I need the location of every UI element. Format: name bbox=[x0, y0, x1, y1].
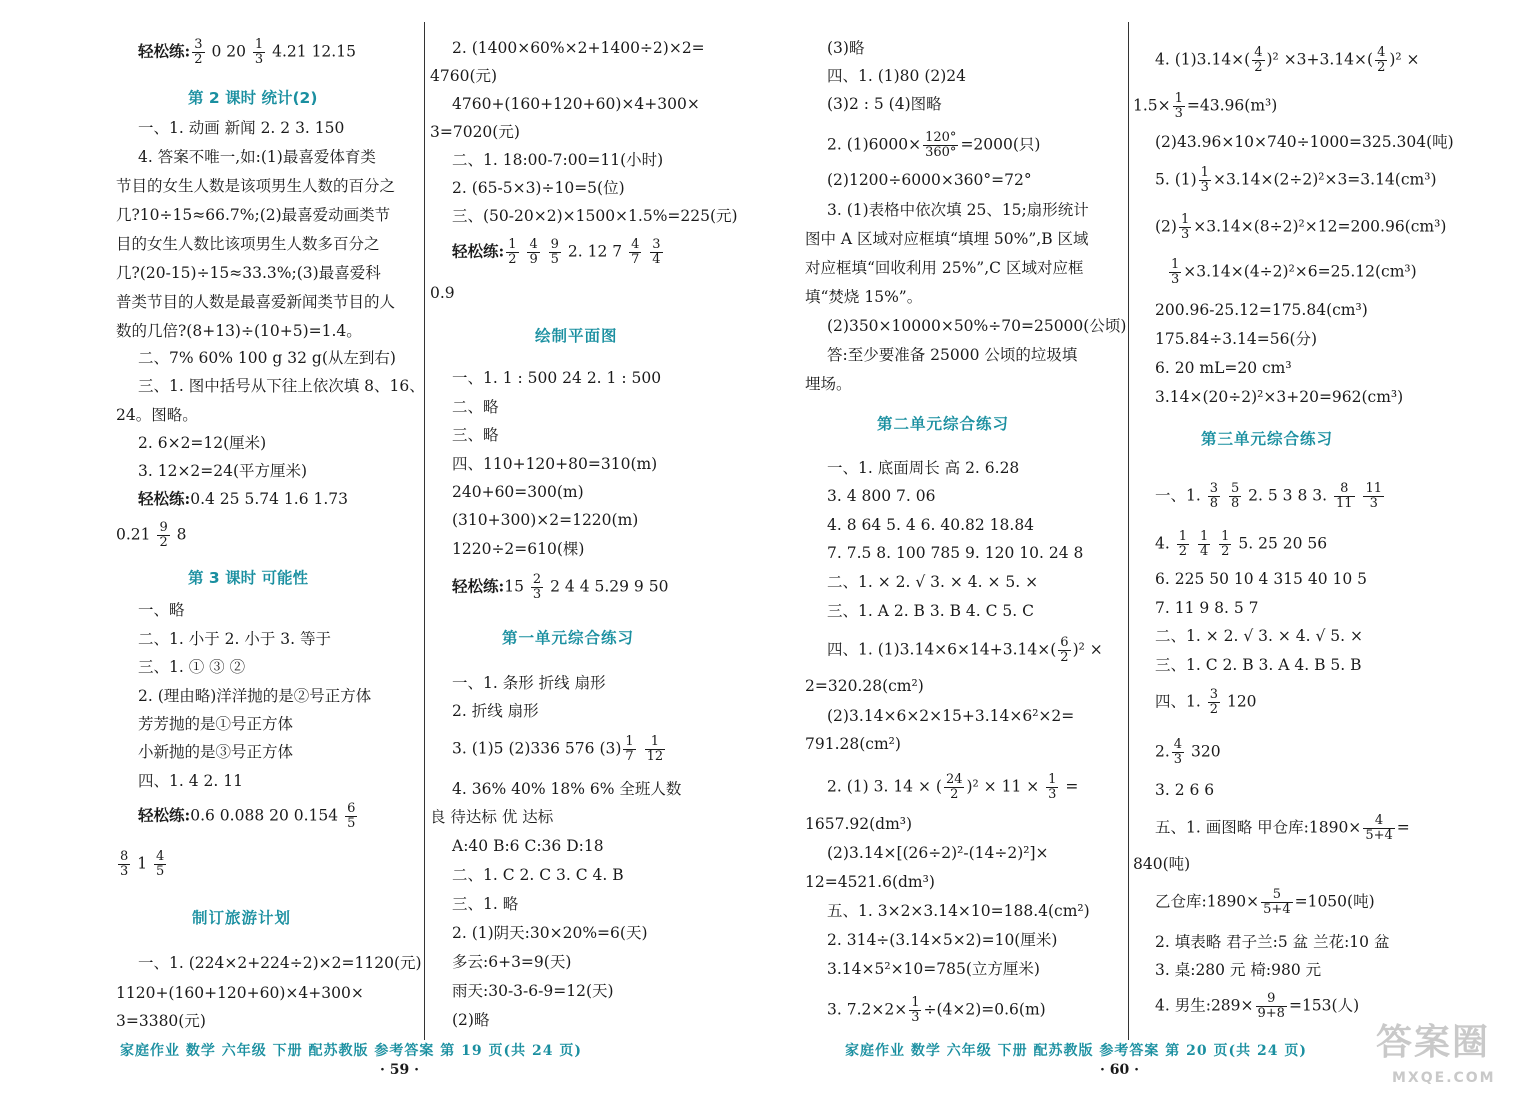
answer-line: 二、1. × 2. √ 3. × 4. √ 5. × bbox=[1155, 627, 1364, 645]
answer-line: 二、1. 18:00-7:00=11(小时) bbox=[452, 151, 664, 169]
watermark-text: 答案圈 bbox=[1376, 1022, 1491, 1063]
page-footer-left: 家庭作业 数学 六年级 下册 配苏教版 参考答案 第 19 页(共 24 页) bbox=[120, 1043, 582, 1059]
section-heading: 第三单元综合练习 bbox=[1201, 429, 1334, 448]
answer-line: 四、110+120+80=310(m) bbox=[452, 455, 658, 473]
answer-line: 2. (1)阴天:30×20%=6(天) bbox=[452, 924, 648, 942]
answer-line: 二、1. 小于 2. 小于 3. 等于 bbox=[138, 630, 332, 648]
answer-line: 4760+(160+120+60)×4+300× bbox=[452, 95, 700, 113]
answer-line: 三、1. 略 bbox=[452, 895, 519, 913]
answer-line: 多云:6+3=9(天) bbox=[452, 953, 572, 971]
answer-line: 一、1. (224×2+224÷2)×2=1120(元) bbox=[138, 954, 422, 972]
answer-line: 2. 填表略 君子兰:5 盆 兰花:10 盆 bbox=[1155, 933, 1390, 951]
answer-line: 四、1. (1)80 (2)24 bbox=[827, 67, 967, 85]
answer-line: 三、1. ① ③ ② bbox=[138, 658, 246, 676]
answer-line: $\frac{1}{3}$ ×3.14×(4÷2)²×6=25.12(cm³) bbox=[1171, 257, 1417, 287]
answer-line: 目的女生人数比该项男生人数多百分之 bbox=[116, 235, 380, 253]
watermark-url: MXQE.COM bbox=[1392, 1070, 1496, 1086]
answer-line: 2. 6×2=12(厘米) bbox=[138, 434, 267, 452]
page-number-right: · 60 · bbox=[1100, 1062, 1139, 1078]
answer-line: 轻松练:15 $\frac{2}{3}$ 2 4 4 5.29 9 50 bbox=[452, 572, 669, 602]
answer-line: 二、略 bbox=[452, 398, 499, 416]
answer-line: (2)1200÷6000×360°=72° bbox=[827, 171, 1032, 189]
answer-line: 840(吨) bbox=[1133, 855, 1191, 873]
answer-line: 雨天:30-3-6-9=12(天) bbox=[452, 982, 614, 1000]
answer-line: 3. 7.2×2× $\frac{1}{3}$ ÷(4×2)=0.6(m) bbox=[827, 995, 1046, 1025]
answer-line: 普类节目的人数是最喜爱新闻类节目的人 bbox=[116, 293, 396, 311]
answer-line: 五、1. 3×2×3.14×10=188.4(cm²) bbox=[827, 902, 1090, 920]
answer-line: 芳芳抛的是①号正方体 bbox=[138, 715, 294, 733]
section-heading: 制订旅游计划 bbox=[192, 908, 292, 927]
answer-line: 3=3380(元) bbox=[116, 1012, 206, 1030]
answer-line: 5. (1) $\frac{1}{3}$ ×3.14×(2÷2)²×3=3.14(cm³) bbox=[1155, 165, 1437, 195]
answer-line: 四、1. (1)3.14×6×14+3.14×( $\frac{6}{2}$ )² × bbox=[827, 635, 1103, 665]
answer-line: 埋场。 bbox=[805, 375, 852, 393]
answer-line: 2. (1400×60%×2+1400÷2)×2= bbox=[452, 39, 705, 57]
answer-line: 轻松练: $\frac{1}{2}$ $\frac{4}{9}$ $\frac{9}{5}$ 2. 12 7 $\frac{4}{7}$ $\frac{3}{4}$ bbox=[452, 237, 661, 267]
answer-line: 小新抛的是③号正方体 bbox=[138, 743, 294, 761]
answer-line: (2)43.96×10×740÷1000=325.304(吨) bbox=[1155, 133, 1454, 151]
answer-line: 几?10÷15≈66.7%;(2)最喜爱动画类节 bbox=[116, 206, 391, 224]
column-divider-left bbox=[424, 22, 425, 1040]
answer-line: 6. 225 50 10 4 315 40 10 5 bbox=[1155, 570, 1367, 588]
answer-line: 2. (65-5×3)÷10=5(位) bbox=[452, 179, 625, 197]
answer-line: $\frac{8}{3}$ 1 $\frac{4}{5}$ bbox=[120, 849, 165, 879]
answer-line: 三、1. 图中括号从下往上依次填 8、16、 bbox=[138, 377, 425, 395]
answer-line: 3. 桌:280 元 椅:980 元 bbox=[1155, 961, 1322, 979]
answer-line: 4. (1)3.14×( $\frac{4}{2}$ )² ×3+3.14×( $\frac{4}{2}$ )² × bbox=[1155, 45, 1420, 75]
answer-line: 3.14×5²×10=785(立方厘米) bbox=[827, 960, 1040, 978]
answer-line: 24。图略。 bbox=[116, 406, 198, 424]
answer-line: (2)3.14×[(26÷2)²-(14÷2)²]× bbox=[827, 844, 1049, 862]
answer-line: 0.21 $\frac{9}{2}$ 8 bbox=[116, 520, 187, 550]
answer-line: 3.14×(20÷2)²×3+20=962(cm³) bbox=[1155, 388, 1404, 406]
answer-line: (2)3.14×6×2×15+3.14×6²×2= bbox=[827, 707, 1075, 725]
answer-line: 7. 7.5 8. 100 785 9. 120 10. 24 8 bbox=[827, 544, 1084, 562]
answer-line: 三、略 bbox=[452, 426, 499, 444]
answer-line: 3. (1)表格中依次填 25、15;扇形统计 bbox=[827, 201, 1089, 219]
answer-line: 175.84÷3.14=56(分) bbox=[1155, 330, 1318, 348]
section-heading: 绘制平面图 bbox=[535, 326, 618, 345]
lesson-heading: 第 3 课时 可能性 bbox=[188, 569, 308, 587]
answer-line: 乙仓库:1890× $\frac{5}{5+4}$ =1050(吨) bbox=[1155, 887, 1375, 917]
answer-line: 轻松练:0.4 25 5.74 1.6 1.73 bbox=[138, 489, 348, 508]
lesson-heading: 第 2 课时 统计(2) bbox=[188, 89, 318, 107]
answer-line: 数的几倍?(8+13)÷(10+5)=1.4。 bbox=[116, 322, 362, 340]
answer-line: 3. 2 6 6 bbox=[1155, 781, 1215, 799]
answer-line: 1657.92(dm³) bbox=[805, 815, 913, 833]
answer-line: 12=4521.6(dm³) bbox=[805, 873, 935, 891]
answer-line: 一、1. 1 : 500 24 2. 1 : 500 bbox=[452, 369, 662, 387]
answer-line: 一、1. 动画 新闻 2. 2 3. 150 bbox=[138, 119, 345, 137]
answer-line: 3=7020(元) bbox=[430, 123, 520, 141]
answer-line: 填“焚烧 15%”。 bbox=[805, 288, 923, 306]
answer-line: 图中 A 区域对应框填“填埋 50%”,B 区域 bbox=[805, 230, 1089, 248]
answer-line: 一、1. 底面周长 高 2. 6.28 bbox=[827, 459, 1020, 477]
answer-line: 五、1. 画图略 甲仓库:1890× $\frac{4}{5+4}$ = bbox=[1155, 813, 1410, 843]
answer-line: 一、1. $\frac{3}{8}$ $\frac{5}{8}$ 2. 5 3 8 3. $\frac{8}{11}$ $\frac{11}{3}$ bbox=[1155, 481, 1383, 511]
section-heading: 第二单元综合练习 bbox=[877, 414, 1010, 433]
answer-line: (2) $\frac{1}{3}$ ×3.14×(8÷2)²×12=200.96(cm³) bbox=[1155, 212, 1447, 242]
page-number-left: · 59 · bbox=[380, 1062, 419, 1078]
answer-line: 四、1. $\frac{3}{2}$ 120 bbox=[1155, 687, 1257, 717]
answer-line: 6. 20 mL=20 cm³ bbox=[1155, 359, 1292, 377]
answer-line: 几?(20-15)÷15≈33.3%;(3)最喜爱科 bbox=[116, 264, 381, 282]
watermark-logo bbox=[1376, 1018, 1526, 1103]
answer-line: 轻松练:0.6 0.088 20 0.154 $\frac{6}{5}$ bbox=[138, 801, 356, 831]
answer-line: 791.28(cm²) bbox=[805, 735, 901, 753]
page-footer-right: 家庭作业 数学 六年级 下册 配苏教版 参考答案 第 20 页(共 24 页) bbox=[845, 1043, 1307, 1059]
answer-line: 二、7% 60% 100 g 32 g(从左到右) bbox=[138, 349, 396, 367]
answer-line: (3)略 bbox=[827, 39, 865, 57]
answer-line: 4. 男生:289× $\frac{9}{9+8}$ =153(人) bbox=[1155, 991, 1360, 1021]
answer-line: 轻松练: $\frac{3}{2}$ 0 20 $\frac{1}{3}$ 4.21 12.15 bbox=[138, 37, 356, 67]
answer-line: 三、(50-20×2)×1500×1.5%=225(元) bbox=[452, 207, 738, 225]
answer-line: 四、1. 4 2. 11 bbox=[138, 772, 243, 790]
answer-line: 2=320.28(cm²) bbox=[805, 677, 924, 695]
answer-line: 3. (1)5 (2)336 576 (3) $\frac{1}{7}$ $\frac{1}{12}$ bbox=[452, 734, 664, 764]
answer-line: 0.9 bbox=[430, 284, 455, 302]
answer-line: 4. 答案不唯一,如:(1)最喜爱体育类 bbox=[138, 148, 376, 166]
answer-line: 一、1. 条形 折线 扇形 bbox=[452, 674, 606, 692]
answer-line: 1220÷2=610(棵) bbox=[452, 540, 585, 558]
answer-line: 对应框填“回收利用 25%”,C 区域对应框 bbox=[805, 259, 1084, 277]
answer-line: 一、略 bbox=[138, 601, 185, 619]
answer-line: (310+300)×2=1220(m) bbox=[452, 511, 639, 529]
answer-line: 良 待达标 优 达标 bbox=[430, 808, 554, 826]
column-divider-right bbox=[1128, 22, 1129, 1040]
answer-line: 3. 4 800 7. 06 bbox=[827, 487, 936, 505]
answer-line: 1.5× $\frac{1}{3}$ =43.96(m³) bbox=[1133, 91, 1278, 121]
answer-line: (2)350×10000×50%÷70=25000(公顷) bbox=[827, 317, 1127, 335]
answer-line: 2. 折线 扇形 bbox=[452, 702, 539, 720]
answer-line: 二、1. × 2. √ 3. × 4. × 5. × bbox=[827, 573, 1039, 591]
answer-line: 3. 12×2=24(平方厘米) bbox=[138, 462, 308, 480]
answer-line: 240+60=300(m) bbox=[452, 483, 584, 501]
answer-line: 节目的女生人数是该项男生人数的百分之 bbox=[116, 177, 396, 195]
section-heading: 第一单元综合练习 bbox=[502, 628, 635, 647]
answer-line: 2. (理由略)洋洋抛的是②号正方体 bbox=[138, 687, 372, 705]
answer-line: 2. $\frac{4}{3}$ 320 bbox=[1155, 737, 1221, 767]
answer-line: 三、1. A 2. B 3. B 4. C 5. C bbox=[827, 602, 1034, 620]
answer-line: 4. $\frac{1}{2}$ $\frac{1}{4}$ $\frac{1}{2}$ 5. 25 20 56 bbox=[1155, 529, 1328, 559]
answer-line: 三、1. C 2. B 3. A 4. B 5. B bbox=[1155, 656, 1362, 674]
answer-line: 200.96-25.12=175.84(cm³) bbox=[1155, 301, 1368, 319]
answer-line: (3)2 : 5 (4)图略 bbox=[827, 95, 942, 113]
answer-line: (2)略 bbox=[452, 1011, 490, 1029]
answer-line: 答:至少要准备 25000 公顷的垃圾填 bbox=[827, 346, 1078, 364]
answer-line: A:40 B:6 C:36 D:18 bbox=[452, 837, 604, 855]
answer-line: 4. 36% 40% 18% 6% 全班人数 bbox=[452, 780, 682, 798]
answer-line: 2. (1)6000× $\frac{120^\circ}{360^\circ}$ =2000(只) bbox=[827, 130, 1041, 160]
answer-line: 4. 8 64 5. 4 6. 40.82 18.84 bbox=[827, 516, 1035, 534]
answer-line: 7. 11 9 8. 5 7 bbox=[1155, 599, 1259, 617]
answer-line: 4760(元) bbox=[430, 67, 498, 85]
answer-line: 2. 314÷(3.14×5×2)=10(厘米) bbox=[827, 931, 1058, 949]
answer-line: 二、1. C 2. C 3. C 4. B bbox=[452, 866, 624, 884]
answer-line: 2. (1) 3. 14 × ( $\frac{24}{2}$ )² × 11 × $\frac{1}{3}$ = bbox=[827, 772, 1079, 802]
answer-line: 1120+(160+120+60)×4+300× bbox=[116, 984, 364, 1002]
